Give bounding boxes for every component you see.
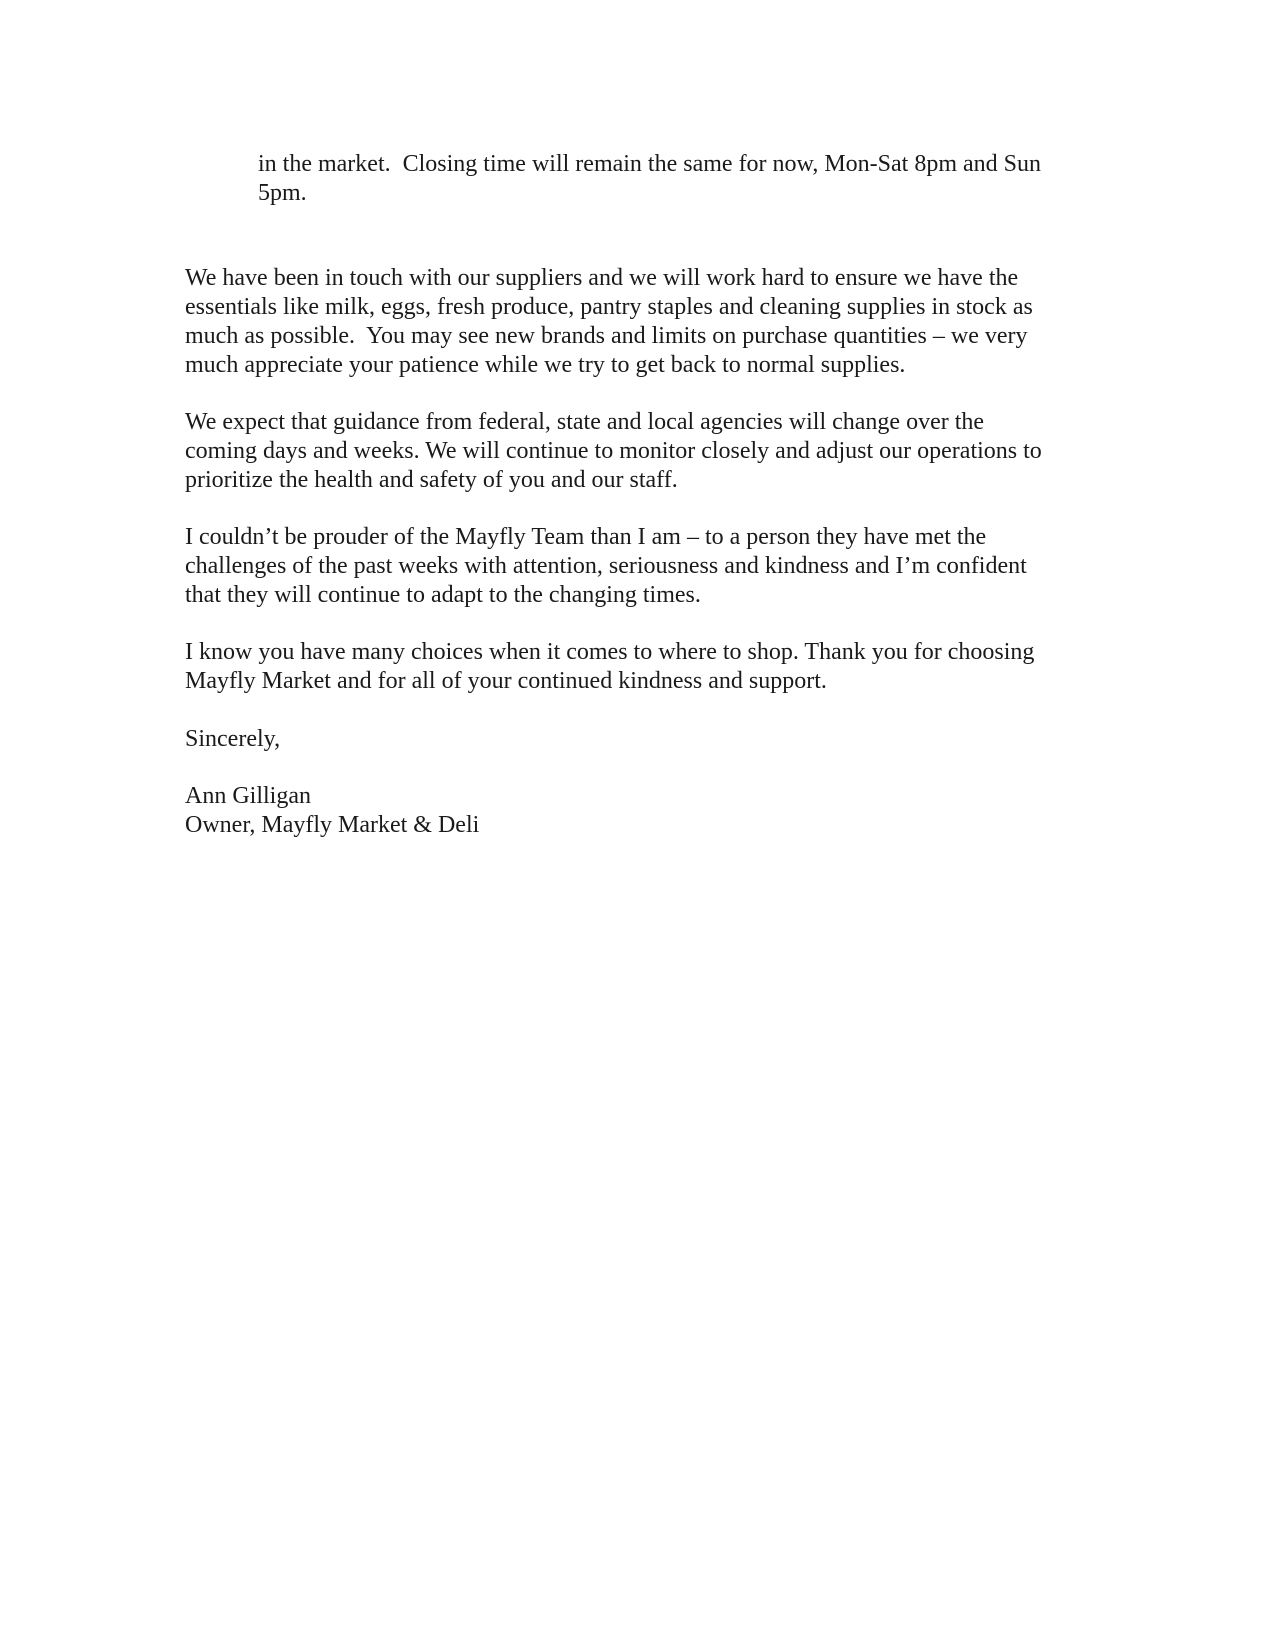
signer-title: Owner, Mayfly Market & Deli: [185, 812, 480, 838]
paragraph-3-line-1: I couldn’t be prouder of the Mayfly Team than I am – to a person they have met the: [185, 524, 987, 550]
paragraph-2-line-2: coming days and weeks. We will continue to monitor closely and adjust our operations to: [185, 438, 1042, 464]
closing: Sincerely,: [185, 726, 281, 752]
paragraph-4-line-1: I know you have many choices when it comes to where to shop. Thank you for choosing: [185, 639, 1035, 665]
paragraph-3-line-3: that they will continue to adapt to the changing times.: [185, 582, 701, 608]
paragraph-1-line-1: We have been in touch with our suppliers and we will work hard to ensure we have the: [185, 265, 1019, 291]
paragraph-4-line-2: Mayfly Market and for all of your continued kindness and support.: [185, 668, 827, 694]
paragraph-1-line-2: essentials like milk, eggs, fresh produce, pantry staples and cleaning supplies in stock as: [185, 294, 1033, 320]
paragraph-2-line-1: We expect that guidance from federal, state and local agencies will change over the: [185, 409, 985, 435]
signer-name: Ann Gilligan: [185, 783, 311, 809]
paragraph-3-line-2: challenges of the past weeks with attention, seriousness and kindness and I’m confident: [185, 553, 1027, 579]
paragraph-1-line-3: much as possible. You may see new brands and limits on purchase quantities – we very: [185, 323, 1028, 349]
continued-item-line-1: in the market. Closing time will remain the same for now, Mon-Sat 8pm and Sun: [258, 151, 1041, 177]
paragraph-2-line-3: prioritize the health and safety of you and our staff.: [185, 467, 678, 493]
paragraph-1-line-4: much appreciate your patience while we try to get back to normal supplies.: [185, 352, 906, 378]
continued-item-line-2: 5pm.: [258, 180, 307, 206]
